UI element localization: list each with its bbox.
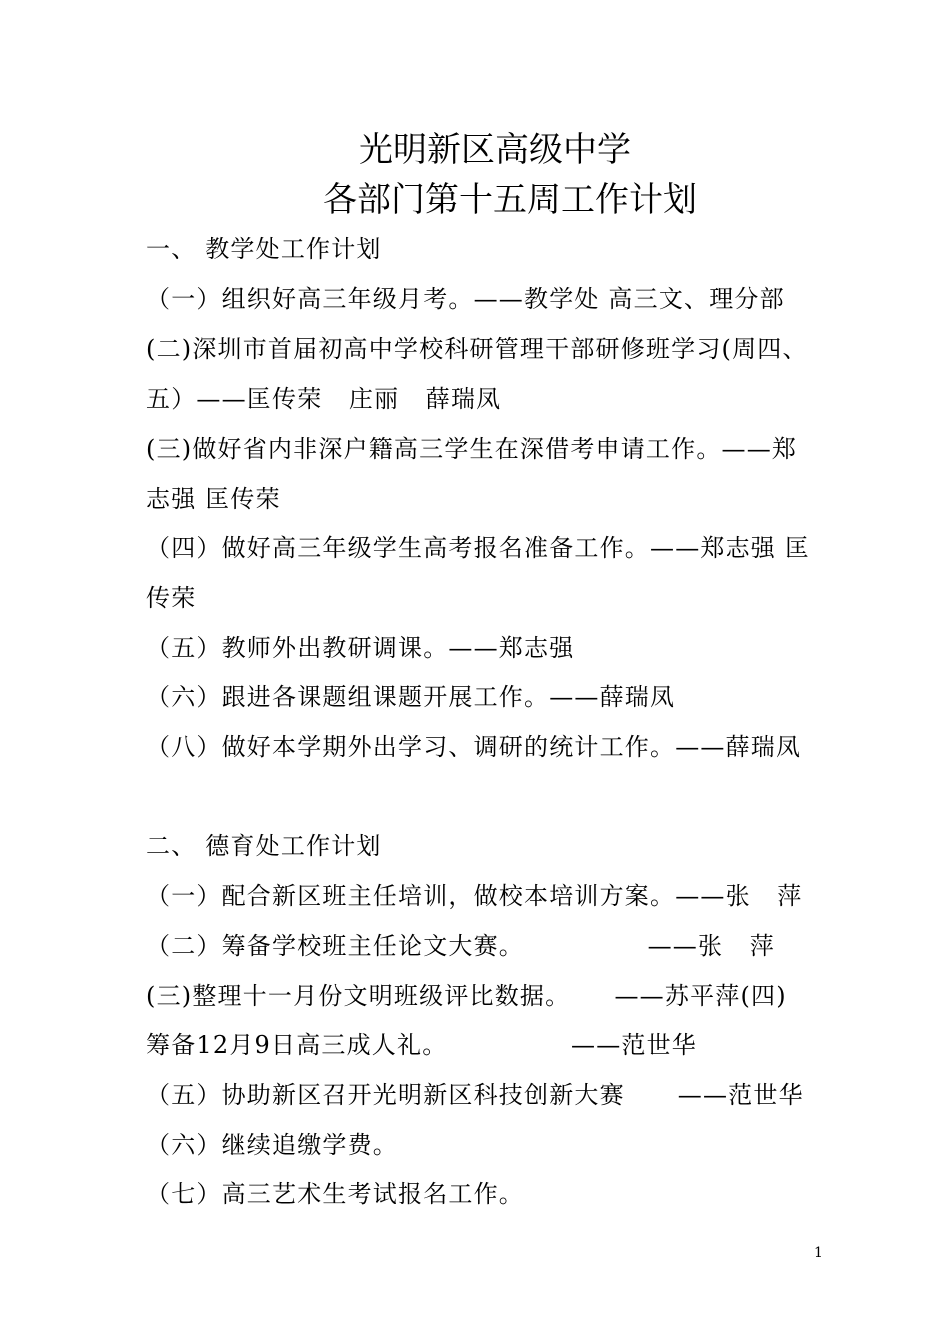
plan-item: (三)做好省内非深户籍高三学生在深借考申请工作。——郑 — [146, 435, 798, 463]
plan-item: （一）配合新区班主任培训，做校本培训方案。——张 萍 — [146, 882, 803, 910]
section-heading: 一、 教学处工作计划 — [146, 235, 382, 263]
plan-item: （四）做好高三年级学生高考报名准备工作。——郑志强 匡 — [146, 534, 811, 562]
plan-item: （五）教师外出教研调课。——郑志强 — [146, 634, 575, 662]
plan-item: (二)深圳市首届初高中学校科研管理干部研修班学习(周四、 — [146, 335, 808, 363]
plan-item: （八）做好本学期外出学习、调研的统计工作。——薛瑞凤 — [146, 733, 802, 761]
plan-item: （五）协助新区召开光明新区科技创新大赛 ——范世华 — [146, 1081, 804, 1109]
section-heading: 二、 德育处工作计划 — [146, 832, 382, 860]
plan-item: (三)整理十一月份文明班级评比数据。 ——苏平萍(四) — [146, 982, 787, 1010]
plan-item: （一）组织好高三年级月考。——教学处 高三文、理分部 — [146, 285, 785, 313]
plan-item: （二）筹备学校班主任论文大赛。 ——张 萍 — [146, 932, 775, 960]
plan-item-continuation: 五）——匡传荣 庄丽 薛瑞凤 — [146, 385, 502, 413]
document-title-line1: 光明新区高级中学 — [359, 130, 631, 170]
document-title-line2: 各部门第十五周工作计划 — [323, 180, 697, 220]
plan-item-continuation: 筹备12月9日高三成人礼。 ——范世华 — [146, 1031, 698, 1059]
plan-item-continuation: 传荣 — [146, 584, 197, 612]
plan-item-continuation: 志强 匡传荣 — [146, 485, 281, 513]
plan-item: （六）跟进各课题组课题开展工作。——薛瑞凤 — [146, 683, 676, 711]
plan-item: （六）继续追缴学费。 — [146, 1131, 398, 1159]
plan-item: （七）高三艺术生考试报名工作。 — [146, 1180, 524, 1208]
page-number: 1 — [814, 1245, 823, 1261]
